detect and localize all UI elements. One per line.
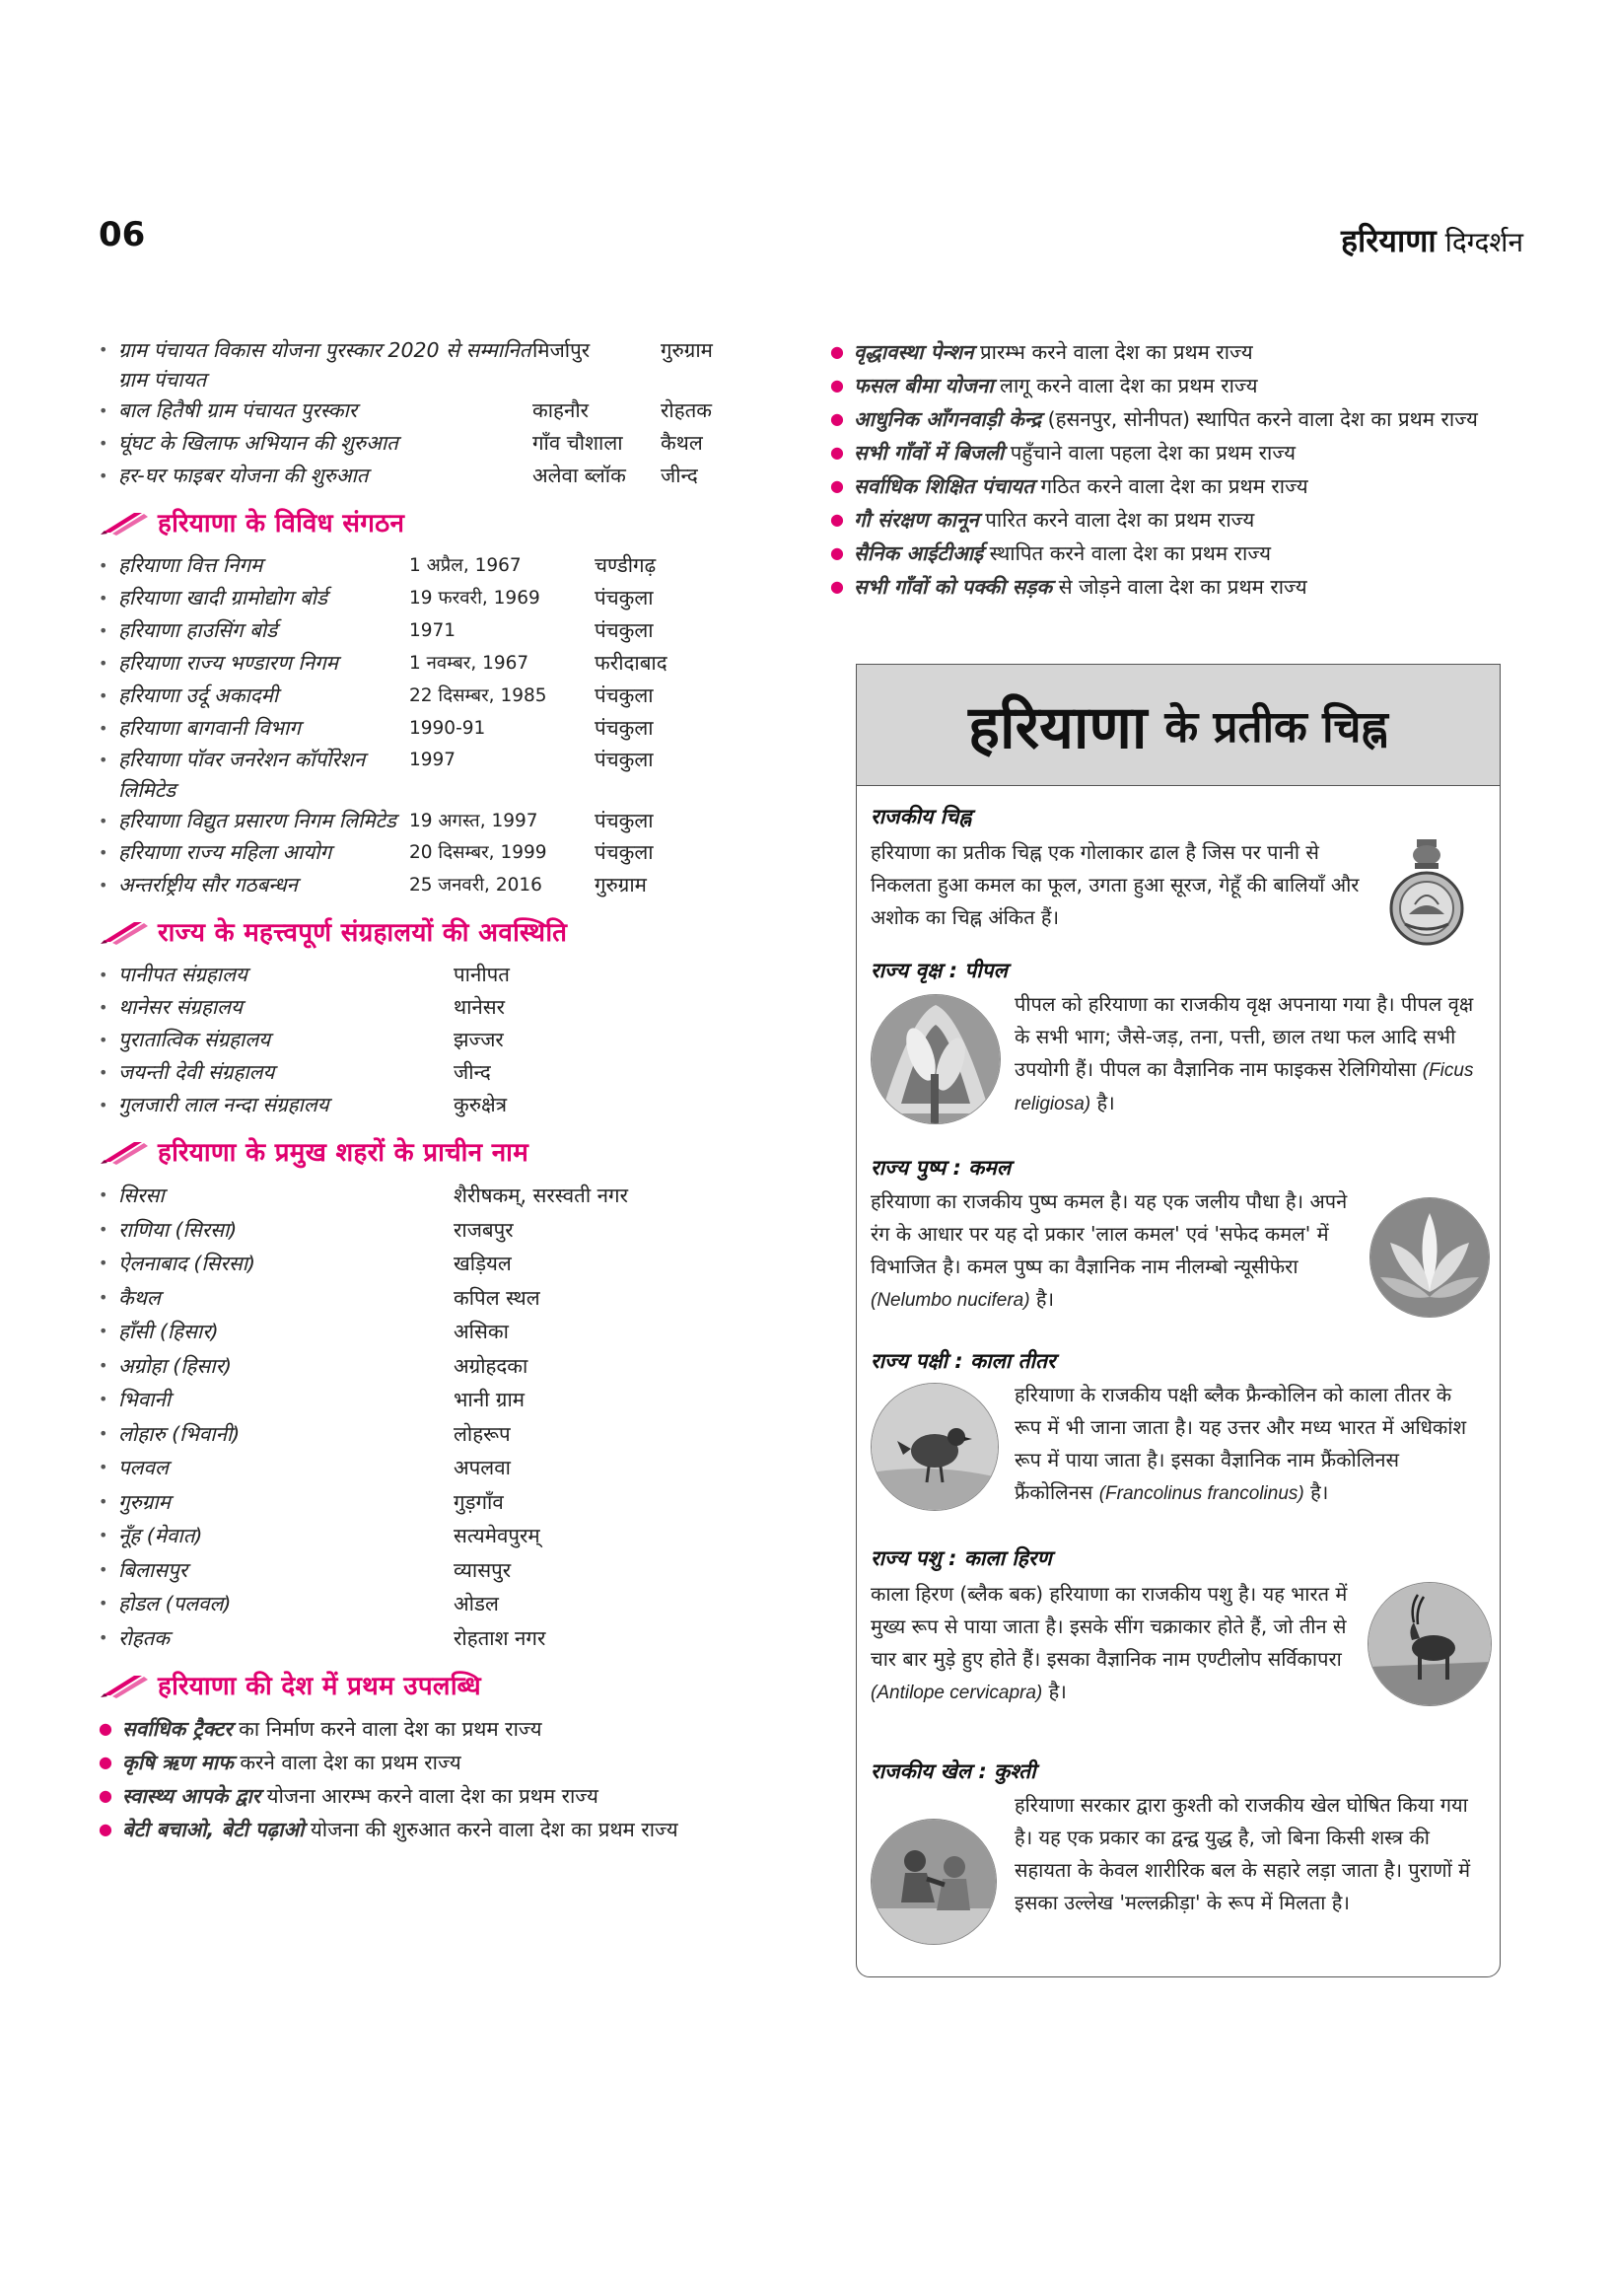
bullet-icon: •	[99, 1627, 108, 1647]
list-item	[830, 369, 1501, 402]
organisations-list	[99, 549, 779, 901]
first-rest: पारित करने वाला देश का प्रथम राज्य	[978, 508, 1255, 532]
first-rest: योजना आरम्भ करने वाला देश का प्रथम राज्य	[260, 1784, 598, 1808]
org-name: हरियाणा बागवानी विभाग	[118, 716, 301, 740]
list-item	[99, 614, 779, 647]
flower-text-end: है।	[1029, 1287, 1055, 1311]
museums-list	[99, 959, 779, 1121]
city-name: अग्रोहा (हिसार)	[118, 1353, 232, 1378]
first-rest: योजना की शुरुआत करने वाला देश का प्रथम राज्य	[304, 1818, 678, 1841]
list-item	[99, 959, 779, 991]
tree-text	[1015, 988, 1478, 1120]
first-rest: से जोड़ने वाला देश का प्रथम राज्य	[1052, 575, 1307, 599]
peepal-tree-image	[871, 994, 1001, 1124]
tree-text-main: पीपल को हरियाणा का राजकीय वृक्ष अपनाया गया है। पीपल वृक्ष के सभी भाग; जैसे-जड़, तना, पत्ती, छाल तथा फल आदि सभी उपयोगी हैं। पीपल का वैज्ञानिक नाम फाइकस रेलिगियोसा	[1015, 992, 1474, 1081]
first-highlight: स्वास्थ्य आपके द्वार	[122, 1784, 261, 1808]
org-date: 1971	[409, 620, 456, 641]
book-title-rest: दिग्दर्शन	[1444, 226, 1523, 258]
list-item	[99, 1485, 779, 1520]
bullet-icon: •	[99, 686, 108, 705]
museum-place: झज्जर	[454, 1028, 504, 1051]
org-name: हरियाणा विद्युत प्रसारण निगम लिमिटेड	[118, 809, 396, 832]
bullet-icon: •	[99, 1031, 108, 1049]
first-rest: लागू करने वाला देश का प्रथम राज्य	[993, 374, 1258, 397]
tree-sci-name: (Ficus religiosa)	[1015, 1060, 1474, 1114]
section-heading-ancient-names	[99, 1133, 779, 1169]
bullet-icon: •	[99, 1254, 108, 1272]
list-item	[99, 1746, 779, 1779]
bullet-icon: •	[99, 1322, 108, 1340]
award-name: ग्राम पंचायत विकास योजना पुरस्कार 2020 से सम्मानित ग्राम पंचायत	[118, 338, 531, 392]
org-place: फरीदाबाद	[595, 651, 667, 675]
bullet-icon: •	[99, 719, 108, 738]
org-place: पंचकुला	[595, 716, 654, 740]
bullet-icon: •	[99, 1423, 108, 1443]
city-name: राणिया (सिरसा)	[118, 1217, 238, 1242]
list-item	[830, 469, 1501, 503]
left-column	[99, 335, 779, 1846]
org-place: पंचकुला	[595, 683, 654, 707]
bullet-icon: •	[99, 998, 108, 1017]
bullet-icon: •	[99, 1096, 108, 1114]
ancient-name: असिका	[454, 1320, 509, 1343]
list-item	[99, 1813, 779, 1846]
list-item	[830, 436, 1501, 469]
pencil-icon	[99, 1670, 150, 1699]
list-item	[99, 1417, 779, 1452]
first-rest: करने वाला देश का प्रथम राज्य	[233, 1751, 461, 1774]
bullet-icon: •	[99, 434, 108, 453]
ancient-name: गुड़गाँव	[454, 1489, 504, 1514]
city-name: गुरुग्राम	[118, 1489, 171, 1514]
award-district: जीन्द	[661, 464, 698, 487]
org-place: चण्डीगढ़	[595, 553, 657, 577]
city-name: भिवानी	[118, 1388, 172, 1411]
org-name: हरियाणा पॉवर जनरेशन कॉर्पोरेशन लिमिटेड	[118, 748, 366, 802]
list-item	[99, 582, 779, 614]
first-highlight: सैनिक आईटीआई	[854, 541, 984, 565]
list-item	[99, 1712, 779, 1746]
bird-text-end: है।	[1303, 1480, 1329, 1504]
bullet-icon: •	[99, 812, 108, 830]
ancient-name: व्यासपुर	[454, 1557, 512, 1582]
award-name: हर-घर फाइबर योजना की शुरुआत	[118, 464, 369, 487]
first-text	[854, 335, 1501, 369]
black-francolin-image	[871, 1383, 999, 1511]
list-item	[99, 745, 779, 806]
bullet-icon: ●	[830, 376, 844, 395]
list-item	[99, 460, 779, 492]
wrestling-image	[871, 1819, 997, 1945]
ancient-name: अग्रोहदका	[454, 1353, 528, 1378]
list-item	[99, 1213, 779, 1248]
symbols-title-big: हरियाणा	[968, 693, 1148, 762]
flower-sci-name: (Nelumbo nucifera)	[871, 1290, 1030, 1311]
animal-text	[871, 1578, 1364, 1709]
list-item	[99, 1519, 779, 1553]
list-item	[99, 1587, 779, 1621]
list-item	[99, 1315, 779, 1349]
bullet-icon: ●	[99, 1753, 112, 1771]
bullet-icon: •	[99, 621, 108, 640]
section-heading-organisations	[99, 504, 779, 539]
list-item	[99, 712, 779, 745]
org-place: पंचकुला	[595, 809, 654, 832]
first-text	[854, 570, 1501, 604]
bullet-icon: •	[99, 1063, 108, 1082]
first-rest: पहुँचाने वाला पहला देश का प्रथम राज्य	[1004, 441, 1296, 465]
bullet-icon: •	[99, 556, 108, 575]
list-item	[99, 1779, 779, 1813]
first-text	[122, 1779, 779, 1813]
org-date: 22 दिसम्बर, 1985	[409, 685, 547, 706]
animal-label: राज्य पशु : काला हिरण	[871, 1546, 1052, 1570]
symbols-heading	[857, 665, 1500, 786]
first-text	[122, 1813, 779, 1846]
ancient-name: कपिल स्थल	[454, 1285, 540, 1310]
bullet-icon: •	[99, 751, 108, 769]
firsts-list-left	[99, 1712, 779, 1846]
flower-label: राज्य पुष्प : कमल	[871, 1156, 1012, 1180]
org-place: पंचकुला	[595, 840, 654, 864]
first-text	[122, 1712, 779, 1746]
list-item	[99, 1451, 779, 1485]
city-name: लोहारु (भिवानी)	[118, 1421, 241, 1446]
heading-text: हरियाणा के विविध संगठन	[158, 509, 405, 538]
first-highlight: सभी गाँवों में बिजली	[854, 441, 1005, 465]
firsts-list-right	[830, 335, 1501, 604]
list-item	[99, 869, 779, 901]
animal-sci-name: (Antilope cervicapra)	[871, 1683, 1043, 1703]
museum-name: थानेसर संग्रहालय	[118, 995, 243, 1019]
blackbuck-image	[1368, 1582, 1492, 1706]
bullet-icon: ●	[830, 510, 844, 529]
first-highlight: बेटी बचाओ, बेटी पढ़ाओ	[122, 1818, 305, 1841]
list-item	[99, 1024, 779, 1056]
bullet-icon: •	[99, 843, 108, 862]
award-place: काहनौर	[532, 398, 590, 422]
first-highlight: सभी गाँवों को पक्की सड़क	[854, 575, 1053, 599]
list-item	[99, 1247, 779, 1281]
emblem-text: हरियाणा का प्रतीक चिह्न एक गोलाकार ढाल है जिस पर पानी से निकलता हुआ कमल का फूल, उगता हुआ सूरज, गेहूँ की बालियाँ और अशोक का चिह्न अंकित हैं।	[871, 840, 1360, 929]
first-rest: का निर्माण करने वाला देश का प्रथम राज्य	[232, 1717, 542, 1741]
first-rest: स्थापित करने वाला देश का प्रथम राज्य	[983, 541, 1271, 565]
ancient-name: राजबपुर	[454, 1217, 514, 1242]
bullet-icon: ●	[830, 577, 844, 596]
lotus-flower-image	[1369, 1197, 1490, 1318]
org-date: 20 दिसम्बर, 1999	[409, 842, 547, 863]
org-date: 19 फरवरी, 1969	[409, 588, 540, 609]
org-name: हरियाणा हाउसिंग बोर्ड	[118, 618, 278, 642]
tree-label: राज्य वृक्ष : पीपल	[871, 959, 1008, 982]
award-place: अलेवा ब्लॉक	[532, 464, 626, 487]
list-item	[99, 1621, 779, 1656]
first-highlight: आधुनिक आँगनवाड़ी केन्द्र	[854, 407, 1042, 431]
org-name: अन्तर्राष्ट्रीय सौर गठबन्धन	[118, 873, 298, 897]
city-name: हाँसी (हिसार)	[118, 1320, 219, 1343]
list-item	[99, 335, 779, 395]
city-name: रोहतक	[118, 1625, 171, 1650]
org-date: 1 अप्रैल, 1967	[409, 555, 522, 576]
first-text	[854, 436, 1501, 469]
list-item	[99, 991, 779, 1024]
bullet-icon: •	[99, 1287, 108, 1307]
list-item	[99, 1056, 779, 1089]
bullet-icon: •	[99, 401, 108, 420]
first-text	[854, 537, 1501, 570]
org-place: पंचकुला	[595, 748, 654, 771]
city-name: ऐलनाबाद (सिरसा)	[118, 1252, 256, 1275]
award-name: घूंघट के खिलाफ अभियान की शुरुआत	[118, 431, 398, 455]
org-place: पंचकुला	[595, 618, 654, 642]
list-item	[99, 395, 779, 427]
list-item	[830, 503, 1501, 537]
award-district: गुरुग्राम	[661, 338, 713, 362]
bird-text-main: हरियाणा के राजकीय पक्षी ब्लैक फ्रैन्कोलिन को काला तीतर के रूप में भी जाना जाता है। यह उत्तर और मध्य भारत में अधिकांश रूप में पाया जाता है। इसका वैज्ञानिक नाम फ्रैंकोलिनस फ्रैंकोलिनस	[1015, 1383, 1467, 1504]
bird-sci-name: (Francolinus francolinus)	[1098, 1483, 1304, 1504]
page-number: 06	[99, 215, 146, 254]
list-item	[99, 1281, 779, 1316]
org-date: 1 नवम्बर, 1967	[409, 653, 529, 674]
list-item	[99, 806, 779, 836]
bullet-icon: ●	[830, 443, 844, 462]
bullet-icon: •	[99, 1491, 108, 1511]
award-district: रोहतक	[661, 398, 713, 422]
org-name: हरियाणा खादी ग्रामोद्योग बोर्ड	[118, 586, 327, 610]
list-item	[830, 335, 1501, 369]
bullet-icon: ●	[830, 342, 844, 361]
bird-text	[1015, 1379, 1483, 1510]
list-item	[99, 1349, 779, 1384]
bullet-icon: •	[99, 1355, 108, 1375]
first-rest: (हसनपुर, सोनीपत) स्थापित करने वाला देश का प्रथम राज्य	[1041, 407, 1478, 431]
museum-place: पानीपत	[454, 963, 510, 986]
first-text	[122, 1746, 779, 1779]
book-title-bold: हरियाणा	[1341, 222, 1437, 259]
ancient-name: ओडल	[454, 1592, 499, 1615]
first-highlight: फसल बीमा योजना	[854, 374, 994, 397]
city-name: नूँह (मेवात)	[118, 1524, 203, 1547]
first-highlight: सर्वाधिक शिक्षित पंचायत	[854, 474, 1034, 498]
first-rest: गठित करने वाला देश का प्रथम राज्य	[1034, 474, 1308, 498]
ancient-name: सत्यमेवपुरम्	[454, 1524, 540, 1547]
list-item	[99, 1179, 779, 1213]
pencil-icon	[99, 916, 150, 946]
list-item	[830, 537, 1501, 570]
heading-text: हरियाणा की देश में प्रथम उपलब्धि	[158, 1672, 482, 1701]
city-name: होडल (पलवल)	[118, 1592, 232, 1615]
book-title	[1341, 219, 1523, 261]
museum-name: गुलजारी लाल नन्दा संग्रहालय	[118, 1093, 329, 1116]
city-name: पलवल	[118, 1456, 169, 1479]
award-district: कैथल	[661, 431, 703, 455]
city-name: कैथल	[118, 1285, 161, 1310]
bullet-icon: •	[99, 340, 108, 359]
list-item	[99, 836, 779, 869]
sport-text: हरियाणा सरकार द्वारा कुश्ती को राजकीय खेल घोषित किया गया है। यह एक प्रकार का द्वन्द्व युद्ध है, जो बिना किसी शस्त्र की सहायता के केवल शारीरिक बल के सहारे लड़ा जाता है। पुराणों में इसका उल्लेख 'मल्लक्रीड़ा' के रूप में मिलता है।	[1015, 1793, 1471, 1914]
animal-text-main: काला हिरण (ब्लैक बक) हरियाणा का राजकीय पशु है। यह भारत में मुख्य रूप से पाया जाता है। इसके सींग चक्राकार होते हैं, जो तीन से चार बार मुड़े हुए होते हैं। इसका वैज्ञानिक नाम एण्टीलोप सर्विकापरा	[871, 1582, 1348, 1671]
org-place: पंचकुला	[595, 586, 654, 610]
first-text	[854, 469, 1501, 503]
list-item	[99, 647, 779, 680]
ancient-name: लोहरूप	[454, 1421, 511, 1446]
org-date: 19 अगस्त, 1997	[409, 811, 538, 831]
org-name: हरियाणा राज्य महिला आयोग	[118, 840, 332, 864]
pencil-icon	[99, 507, 150, 537]
bullet-icon: ●	[99, 1719, 112, 1738]
list-item	[99, 1553, 779, 1588]
museum-place: कुरुक्षेत्र	[454, 1093, 508, 1116]
ancient-name: अपलवा	[454, 1456, 511, 1479]
museum-place: थानेसर	[454, 995, 506, 1019]
museum-name: जयन्ती देवी संग्रहालय	[118, 1060, 275, 1084]
right-column	[830, 335, 1501, 604]
bullet-icon: •	[99, 1390, 108, 1408]
award-place: गाँव चौशाला	[532, 431, 623, 455]
bullet-icon: ●	[99, 1820, 112, 1838]
awards-list	[99, 335, 779, 492]
list-item	[830, 402, 1501, 436]
bullet-icon: ●	[830, 476, 844, 495]
animal-text-end: है।	[1042, 1680, 1067, 1703]
org-place: गुरुग्राम	[595, 873, 647, 897]
bullet-icon: •	[99, 466, 108, 485]
ancient-name: भानी ग्राम	[454, 1388, 526, 1411]
museum-name: पुरातात्विक संग्रहालय	[118, 1028, 271, 1051]
pencil-icon	[99, 1136, 150, 1166]
bullet-icon: ●	[830, 543, 844, 562]
first-text	[854, 503, 1501, 537]
ancient-name: रोहताश नगर	[454, 1625, 546, 1650]
museum-name: पानीपत संग्रहालय	[118, 963, 247, 986]
first-highlight: कृषि ऋण माफ	[122, 1751, 234, 1774]
ancient-name: खड़ियल	[454, 1252, 512, 1275]
museum-place: जीन्द	[454, 1060, 491, 1084]
section-heading-museums	[99, 913, 779, 949]
ancient-name: शैरीषकम्, सरस्वती नगर	[454, 1184, 628, 1207]
bullet-icon: •	[99, 1219, 108, 1239]
first-text	[854, 402, 1501, 436]
bullet-icon: ●	[830, 409, 844, 428]
bullet-icon: •	[99, 654, 108, 673]
heading-text: हरियाणा के प्रमुख शहरों के प्राचीन नाम	[158, 1138, 529, 1168]
first-highlight: सर्वाधिक ट्रैक्टर	[122, 1717, 233, 1741]
award-place: मिर्जापुर	[532, 338, 591, 362]
org-name: हरियाणा उर्दू अकादमी	[118, 683, 279, 707]
list-item	[99, 680, 779, 712]
award-name: बाल हितैषी ग्राम पंचायत पुरस्कार	[118, 398, 358, 422]
bullet-icon: •	[99, 966, 108, 984]
org-name: हरियाणा राज्य भण्डारण निगम	[118, 651, 338, 675]
bird-label: राज्य पक्षी : काला तीतर	[871, 1349, 1056, 1373]
org-date: 1990-91	[409, 718, 486, 739]
list-item	[99, 1089, 779, 1121]
symbols-title-small: के प्रतीक चिह्न	[1164, 702, 1388, 753]
bullet-icon: •	[99, 1458, 108, 1476]
state-symbols-box	[856, 664, 1501, 1977]
sport-label: राजकीय खेल : कुश्ती	[871, 1759, 1036, 1783]
first-highlight: गौ संरक्षण कानून	[854, 508, 979, 532]
list-item	[99, 1383, 779, 1417]
section-heading-firsts	[99, 1667, 779, 1702]
list-item	[99, 427, 779, 460]
ancient-names-list	[99, 1179, 779, 1655]
list-item	[99, 549, 779, 582]
flower-text-main: हरियाणा का राजकीय पुष्प कमल है। यह एक जलीय पौधा है। अपने रंग के आधार पर यह दो प्रकार 'लाल कमल' एवं 'सफेद कमल' में विभाजित है। कमल पुष्प का वैज्ञानिक नाम नीलम्बो न्यूसीफेरा	[871, 1189, 1348, 1278]
page-header	[0, 0, 1614, 276]
heading-text: राज्य के महत्त्वपूर्ण संग्रहालयों की अवस्थिति	[158, 918, 568, 948]
bullet-icon: •	[99, 1185, 108, 1204]
list-item	[830, 570, 1501, 604]
bullet-icon: •	[99, 876, 108, 895]
city-name: बिलासपुर	[118, 1557, 188, 1582]
bullet-icon: •	[99, 589, 108, 608]
first-rest: प्रारम्भ करने वाला देश का प्रथम राज्य	[973, 340, 1253, 364]
emblem-label: राजकीय चिह्न	[871, 805, 972, 828]
first-text	[854, 369, 1501, 402]
bullet-icon: •	[99, 1526, 108, 1544]
bullet-icon: •	[99, 1559, 108, 1579]
bullet-icon: ●	[99, 1786, 112, 1805]
city-name: सिरसा	[118, 1184, 165, 1207]
org-name: हरियाणा वित्त निगम	[118, 553, 263, 577]
first-highlight: वृद्धावस्था पेन्शन	[854, 340, 974, 364]
state-emblem-icon	[1379, 837, 1474, 946]
tree-text-end: है।	[1090, 1091, 1115, 1114]
bullet-icon: •	[99, 1594, 108, 1613]
org-date: 25 जनवरी, 2016	[409, 875, 542, 896]
org-date: 1997	[409, 750, 456, 770]
flower-text	[871, 1185, 1364, 1317]
